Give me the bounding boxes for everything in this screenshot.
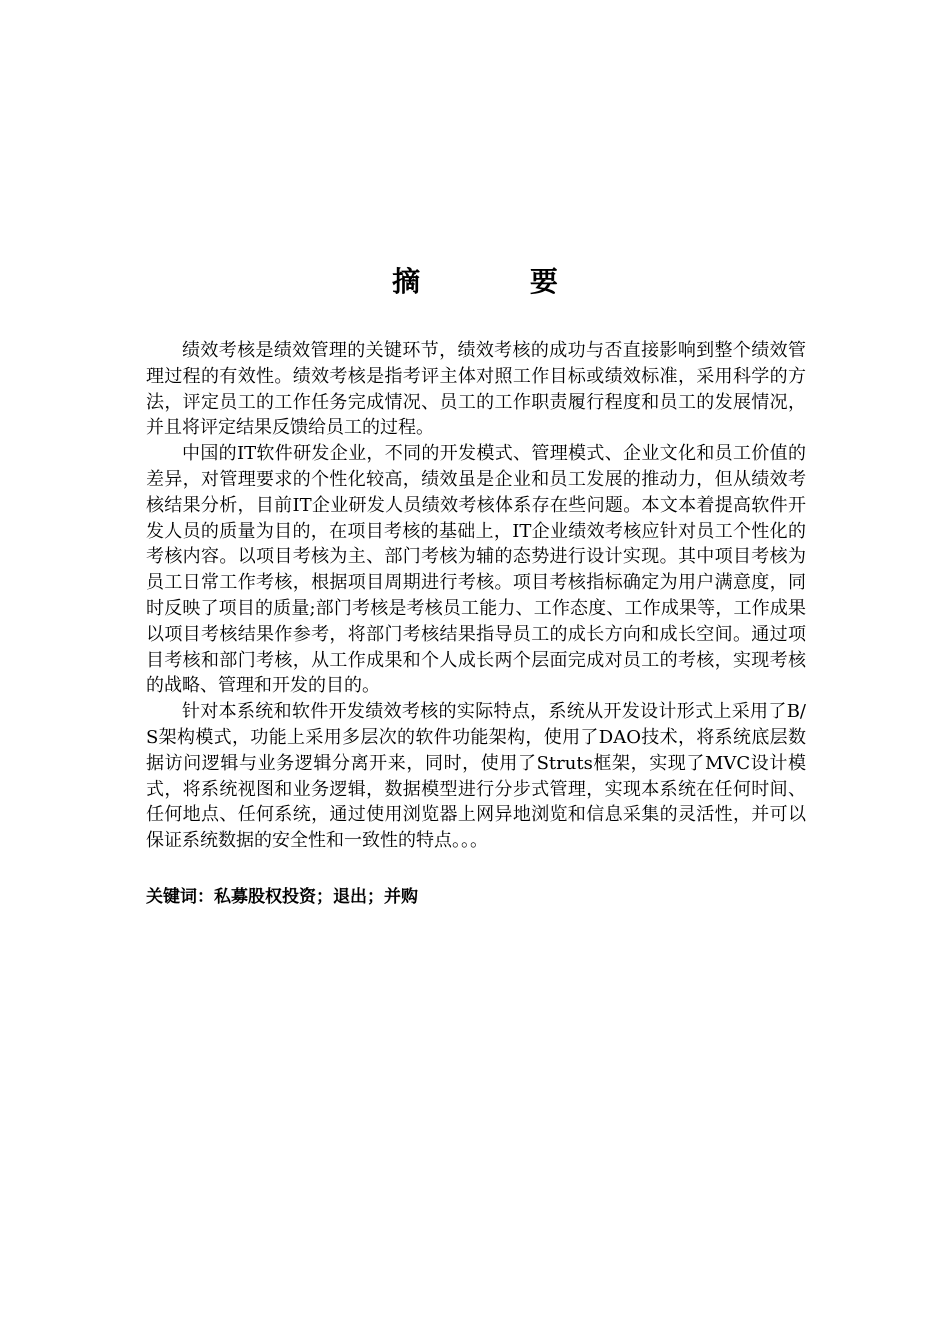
- keywords-line: 关键词：私募股权投资；退出；并购: [146, 887, 418, 907]
- abstract-paragraph-1: 绩效考核是绩效管理的关键环节，绩效考核的成功与否直接影响到整个绩效管理过程的有效性。绩效考核是指考评主体对照工作目标或绩效标准，采用科学的方法，评定员工的工作任务完成情况、员工的工作职责履行程度和员工的发展情况，并且将评定结果反馈给员工的过程。: [146, 340, 806, 439]
- abstract-paragraph-2: 中国的IT软件研发企业，不同的开发模式、管理模式、企业文化和员工价值的差异，对管理要求的个性化较高，绩效虽是企业和员工发展的推动力，但从绩效考核结果分析，目前IT企业研发人员绩效考核体系存在些问题。本文本着提高软件开发人员的质量为目的，在项目考核的基础上，IT企业绩效考核应针对员工个性化的考核内容。以项目考核为主、部门考核为辅的态势进行设计实现。其中项目考核为员工日常工作考核，根据项目周期进行考核。项目考核指标确定为用户满意度，同时反映了项目的质量;部门考核是考核员工能力、工作态度、工作成果等，工作成果以项目考核结果作参考，将部门考核结果指导员工的成长方向和成长空间。通过项目考核和部门考核，从工作成果和个人成长两个层面完成对员工的考核，实现考核的战略、管理和开发的目的。: [146, 443, 806, 697]
- abstract-paragraph-3: 针对本系统和软件开发绩效考核的实际特点，系统从开发设计形式上采用了B/S架构模式，功能上采用多层次的软件功能架构，使用了DAO技术，将系统底层数据访问逻辑与业务逻辑分离开来，同时，使用了Struts框架，实现了MVC设计模式，将系统视图和业务逻辑，数据模型进行分步式管理，实现本系统在任何时间、任何地点、任何系统，通过使用浏览器上网异地浏览和信息采集的灵活性，并可以保证系统数据的安全性和一致性的特点。。。: [146, 701, 806, 852]
- abstract-title: 摘 要: [392, 265, 608, 298]
- abstract-body: [146, 338, 806, 854]
